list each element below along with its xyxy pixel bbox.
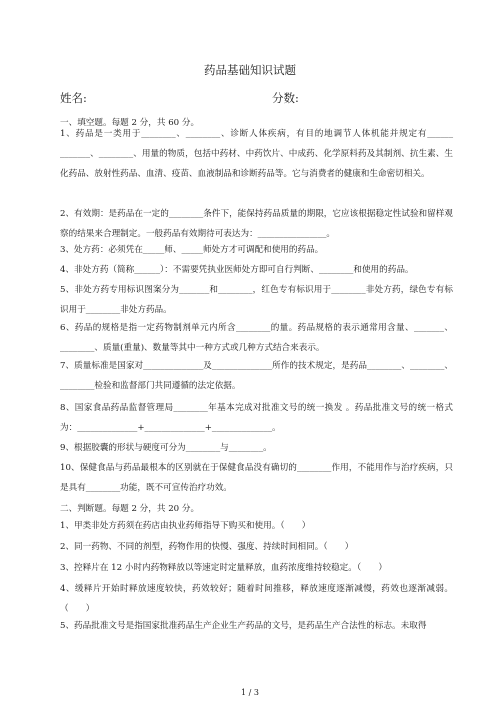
page-number: 1 / 3 (241, 688, 259, 697)
judgment-5: 5、药品批准文号是指国家批准药品生产企业生产药品的文号，是药品生产合法性的标志。未取得 (60, 621, 427, 631)
question-10: 10、保健食品与药品最根本的区别就在于保健食品没有确切的________作用，不能用作与治疗疾病，只是具有________功能，既不可宣传治疗功效。 (60, 463, 453, 493)
name-label: 姓名: (60, 91, 87, 105)
document-title: 药品基础知识试题 (204, 63, 296, 77)
question-4: 4、非处方药（简称______）：不需要凭执业医师处方即可自行判断、________和使用的药品。 (60, 265, 414, 275)
section-judgment-heading: 二、判断题。每题 2 分，共 20 分。 (60, 504, 200, 514)
question-3: 3、处方药：必须凭在_____师、_____师处方才可调配和使用的药品。 (60, 245, 324, 255)
question-8: 8、国家食品药品监督管理局________年基本完成对批准文号的统一换发 。药品批准文号的统一格式为：______________+______________+______________。 (60, 403, 453, 433)
question-2: 2、有效期：是药品在一定的________条件下，能保持药品质量的期限，它应该根据稳定性试验和留样观察的结果来合理制定。一般药品有效期待可表达为：________________。 (60, 209, 453, 239)
question-9: 9、根据胶囊的形状与硬度可分为________与________。 (60, 443, 272, 453)
judgment-3: 3、控释片在 12 小时内药物释放以等速定时定量释放，血药浓度维持较稳定。（ ） (60, 563, 387, 573)
question-7: 7、质量标准是国家对______________及______________所作的技术规定，是药品________、________、________检验和监督部门共同遵循的法定依据。 (60, 361, 453, 391)
section-fill-in-heading: 一、填空题。每题 2 分，共 60 分。 (60, 118, 200, 128)
question-6: 6、药品的规格是指一定药物制剂单元内所含________的量。药品规格的表示通常用含量、_______、________、质量(重量)、数量等其中一种方式或几种方式结合来表示。 (60, 323, 453, 353)
question-5: 5、非处方药专用标识图案分为_______和________，红色专有标识用于________非处方药，绿色专有标识用于________非处方药品。 (60, 285, 453, 315)
judgment-4: 4、缓释片开始时释放速度较快，药效较好；随着时间推移，释放速度逐渐减慢，药效也逐渐减弱。（ ） (60, 584, 453, 614)
judgment-2: 2、同一药物、不同的剂型，药物作用的快慢、强度、持续时间相同。（ ） (60, 542, 354, 552)
score-label: 分数: (272, 91, 299, 105)
judgment-1: 1、甲类非处方药须在药店由执业药师指导下购买和使用。（ ） (60, 521, 311, 531)
question-1: 1、药品是一类用于________、________、诊断人体疾病，有目的地调节人体机能并规定有______ _______、________、用量的物质，包括中药材、中药饮片、中成药、化学原料药及其制剂、抗生素、生化药品、放射性药品、血清、疫苗、血液制品和诊断药品等。它与消费者的健康和生命密切相关。 (60, 129, 453, 179)
